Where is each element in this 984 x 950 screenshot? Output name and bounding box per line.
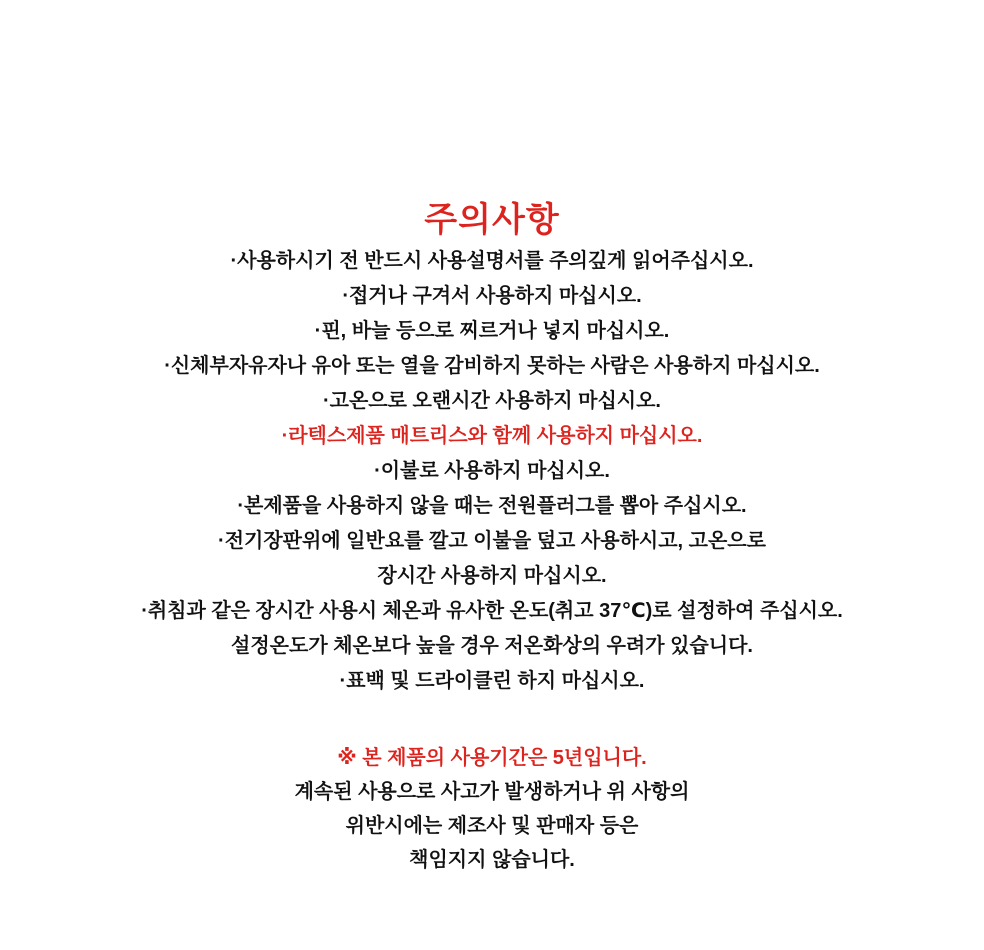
precaution-line: ·핀, 바늘 등으로 찌르거나 넣지 마십시오.	[314, 320, 670, 342]
precaution-line: ·접거나 구겨서 사용하지 마십시오.	[342, 285, 642, 307]
usage-period-notice	[0, 741, 984, 877]
precaution-line: ·사용하시기 전 반드시 사용설명서를 주의깊게 읽어주십시오.	[230, 250, 754, 272]
precaution-list	[0, 244, 984, 699]
footer-line: 계속된 사용으로 사고가 발생하거나 위 사항의	[294, 781, 690, 803]
footer-line: ※ 본 제품의 사용기간은 5년입니다.	[337, 747, 647, 769]
precaution-line: ·취침과 같은 장시간 사용시 체온과 유사한 온도(취고 37℃)로 설정하여 주십시오.	[141, 600, 843, 622]
page-title: 주의사항	[424, 201, 560, 239]
precaution-line: ·전기장판위에 일반요를 깔고 이불을 덮고 사용하시고, 고온으로	[218, 530, 766, 552]
precaution-line: ·고온으로 오랜시간 사용하지 마십시오.	[322, 390, 661, 412]
precaution-line: ·표백 및 드라이클린 하지 마십시오.	[339, 670, 645, 692]
precaution-line: ·신체부자유자나 유아 또는 열을 감비하지 못하는 사람은 사용하지 마십시오.	[164, 355, 820, 377]
footer-line: 위반시에는 제조사 및 판매자 등은	[345, 815, 639, 837]
precaution-line: ·본제품을 사용하지 않을 때는 전원플러그를 뽑아 주십시오.	[237, 495, 747, 517]
precaution-line: ·라텍스제품 매트리스와 함께 사용하지 마십시오.	[281, 425, 703, 447]
precaution-line: ·이불로 사용하지 마십시오.	[374, 460, 610, 482]
precaution-line: 설정온도가 체온보다 높을 경우 저온화상의 우려가 있습니다.	[231, 635, 753, 657]
footer-line: 책임지지 않습니다.	[409, 849, 575, 871]
precaution-line: 장시간 사용하지 마십시오.	[377, 565, 607, 587]
